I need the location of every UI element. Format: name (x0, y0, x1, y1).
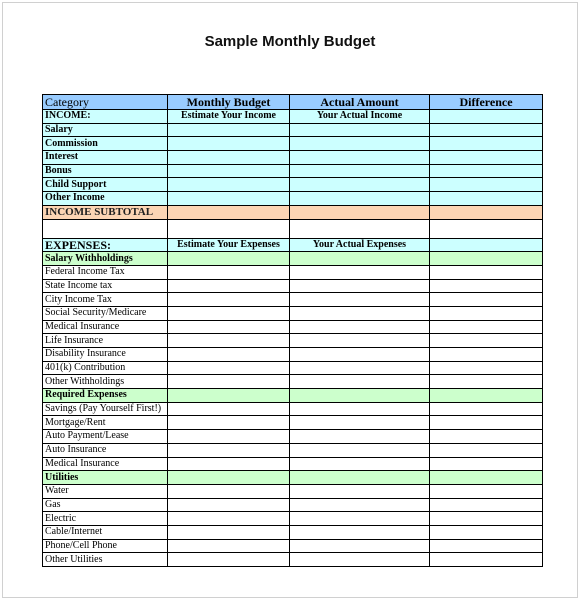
difference-cell[interactable] (430, 443, 543, 457)
actual-cell[interactable] (290, 361, 430, 375)
spacer-cell (168, 219, 290, 238)
row-label: Social Security/Medicare (43, 306, 168, 320)
budget-cell[interactable] (168, 265, 290, 279)
row-label: 401(k) Contribution (43, 361, 168, 375)
row-label: Phone/Cell Phone (43, 539, 168, 553)
difference-cell[interactable] (430, 123, 543, 137)
budget-cell[interactable] (168, 334, 290, 348)
row-label: Federal Income Tax (43, 265, 168, 279)
budget-cell[interactable] (168, 164, 290, 178)
table-row (43, 457, 543, 471)
document-page (2, 2, 578, 598)
row-label: State Income tax (43, 279, 168, 293)
difference-cell[interactable] (430, 178, 543, 192)
budget-cell[interactable] (168, 192, 290, 206)
budget-cell[interactable] (168, 498, 290, 512)
actual-cell[interactable] (290, 334, 430, 348)
expenses-label: EXPENSES: (43, 238, 168, 252)
table-row (43, 430, 543, 444)
budget-cell[interactable] (168, 457, 290, 471)
difference-cell[interactable] (430, 498, 543, 512)
budget-cell[interactable] (168, 416, 290, 430)
table-row (43, 525, 543, 539)
income-subtotal-label: INCOME SUBTOTAL (43, 205, 168, 219)
budget-cell[interactable] (168, 443, 290, 457)
row-label: Child Support (43, 178, 168, 192)
difference-cell[interactable] (430, 539, 543, 553)
row-label: Other Income (43, 192, 168, 206)
difference-cell[interactable] (430, 137, 543, 151)
table-row (43, 151, 543, 165)
spacer-cell (43, 219, 168, 238)
budget-cell[interactable] (168, 525, 290, 539)
difference-cell[interactable] (430, 164, 543, 178)
difference-cell[interactable] (430, 265, 543, 279)
row-label: Auto Insurance (43, 443, 168, 457)
expenses-header-row (43, 238, 543, 252)
table-row (43, 498, 543, 512)
budget-cell[interactable] (168, 279, 290, 293)
utilities-label: Utilities (43, 471, 168, 485)
budget-cell[interactable] (168, 430, 290, 444)
table-row (43, 192, 543, 206)
table-row (43, 265, 543, 279)
budget-cell[interactable] (168, 375, 290, 389)
table-row (43, 402, 543, 416)
actual-cell[interactable] (290, 539, 430, 553)
actual-cell[interactable] (290, 402, 430, 416)
actual-cell[interactable] (290, 151, 430, 165)
table-row (43, 416, 543, 430)
actual-cell[interactable] (290, 512, 430, 526)
actual-cell[interactable] (290, 320, 430, 334)
actual-cell[interactable] (290, 389, 430, 403)
income-actual-header: Your Actual Income (290, 110, 430, 124)
row-label: Cable/Internet (43, 525, 168, 539)
row-label: Electric (43, 512, 168, 526)
difference-cell[interactable] (430, 306, 543, 320)
actual-cell[interactable] (290, 279, 430, 293)
budget-table (42, 94, 543, 567)
budget-cell[interactable] (168, 512, 290, 526)
difference-cell[interactable] (430, 484, 543, 498)
actual-cell[interactable] (290, 252, 430, 266)
actual-cell[interactable] (290, 348, 430, 362)
budget-cell[interactable] (168, 402, 290, 416)
expenses-difference-cell[interactable] (430, 238, 543, 252)
table-row (43, 443, 543, 457)
income-label: INCOME: (43, 110, 168, 124)
row-label: Mortgage/Rent (43, 416, 168, 430)
budget-cell[interactable] (168, 252, 290, 266)
budget-cell[interactable] (168, 306, 290, 320)
difference-header: Difference (430, 95, 543, 110)
row-label: Other Utilities (43, 553, 168, 567)
actual-cell[interactable] (290, 525, 430, 539)
actual-cell[interactable] (290, 443, 430, 457)
difference-cell[interactable] (430, 402, 543, 416)
difference-cell[interactable] (430, 279, 543, 293)
table-row (43, 293, 543, 307)
header-row (43, 95, 543, 110)
row-label: Interest (43, 151, 168, 165)
subtotal-budget-cell[interactable] (168, 205, 290, 219)
actual-cell[interactable] (290, 192, 430, 206)
budget-cell[interactable] (168, 151, 290, 165)
budget-cell[interactable] (168, 348, 290, 362)
budget-cell[interactable] (168, 539, 290, 553)
difference-cell[interactable] (430, 375, 543, 389)
row-label: Salary (43, 123, 168, 137)
budget-cell[interactable] (168, 361, 290, 375)
category-header: Category (43, 95, 168, 110)
actual-cell[interactable] (290, 375, 430, 389)
actual-cell[interactable] (290, 457, 430, 471)
actual-cell[interactable] (290, 498, 430, 512)
row-label: Life Insurance (43, 334, 168, 348)
salary-withholdings-label: Salary Withholdings (43, 252, 168, 266)
budget-cell[interactable] (168, 293, 290, 307)
section-header-row (43, 252, 543, 266)
actual-cell[interactable] (290, 178, 430, 192)
table-row (43, 348, 543, 362)
actual-cell[interactable] (290, 123, 430, 137)
budget-cell[interactable] (168, 471, 290, 485)
difference-cell[interactable] (430, 151, 543, 165)
expenses-estimate-header: Estimate Your Expenses (168, 238, 290, 252)
difference-cell[interactable] (430, 293, 543, 307)
actual-cell[interactable] (290, 137, 430, 151)
row-label: Medical Insurance (43, 320, 168, 334)
monthly-budget-header: Monthly Budget (168, 95, 290, 110)
table-row (43, 361, 543, 375)
budget-cell[interactable] (168, 137, 290, 151)
actual-cell[interactable] (290, 553, 430, 567)
row-label: Auto Payment/Lease (43, 430, 168, 444)
table-row (43, 279, 543, 293)
difference-cell[interactable] (430, 252, 543, 266)
actual-cell[interactable] (290, 164, 430, 178)
income-estimate-header: Estimate Your Income (168, 110, 290, 124)
actual-cell[interactable] (290, 306, 430, 320)
row-label: Bonus (43, 164, 168, 178)
row-label: Medical Insurance (43, 457, 168, 471)
budget-cell[interactable] (168, 553, 290, 567)
actual-cell[interactable] (290, 416, 430, 430)
difference-cell[interactable] (430, 416, 543, 430)
budget-cell[interactable] (168, 178, 290, 192)
difference-cell[interactable] (430, 457, 543, 471)
difference-cell[interactable] (430, 348, 543, 362)
row-label: Savings (Pay Yourself First!) (43, 402, 168, 416)
budget-cell[interactable] (168, 389, 290, 403)
income-header-row (43, 110, 543, 124)
table-row (43, 375, 543, 389)
table-row (43, 484, 543, 498)
table-row (43, 164, 543, 178)
spacer-cell (290, 219, 430, 238)
difference-cell[interactable] (430, 471, 543, 485)
row-label: City Income Tax (43, 293, 168, 307)
actual-cell[interactable] (290, 471, 430, 485)
subtotal-actual-cell[interactable] (290, 205, 430, 219)
actual-cell[interactable] (290, 265, 430, 279)
difference-cell[interactable] (430, 334, 543, 348)
row-label: Disability Insurance (43, 348, 168, 362)
budget-cell[interactable] (168, 123, 290, 137)
difference-cell[interactable] (430, 512, 543, 526)
required-expenses-label: Required Expenses (43, 389, 168, 403)
table-row (43, 320, 543, 334)
row-label: Commission (43, 137, 168, 151)
budget-cell[interactable] (168, 320, 290, 334)
income-difference-cell[interactable] (430, 110, 543, 124)
table-row (43, 306, 543, 320)
table-row (43, 553, 543, 567)
table-row (43, 539, 543, 553)
difference-cell[interactable] (430, 525, 543, 539)
difference-cell[interactable] (430, 192, 543, 206)
row-label: Other Withholdings (43, 375, 168, 389)
actual-cell[interactable] (290, 430, 430, 444)
section-header-row (43, 389, 543, 403)
table-row (43, 123, 543, 137)
page-title: Sample Monthly Budget (204, 33, 376, 50)
actual-amount-header: Actual Amount (290, 95, 430, 110)
actual-cell[interactable] (290, 484, 430, 498)
spacer-row (43, 219, 543, 238)
income-subtotal-row (43, 205, 543, 219)
table-row (43, 334, 543, 348)
table-row (43, 512, 543, 526)
difference-cell[interactable] (430, 320, 543, 334)
spacer-cell (430, 219, 543, 238)
budget-cell[interactable] (168, 484, 290, 498)
difference-cell[interactable] (430, 389, 543, 403)
expenses-actual-header: Your Actual Expenses (290, 238, 430, 252)
section-header-row (43, 471, 543, 485)
row-label: Water (43, 484, 168, 498)
table-row (43, 178, 543, 192)
difference-cell[interactable] (430, 361, 543, 375)
row-label: Gas (43, 498, 168, 512)
subtotal-difference-cell[interactable] (430, 205, 543, 219)
difference-cell[interactable] (430, 553, 543, 567)
table-row (43, 137, 543, 151)
difference-cell[interactable] (430, 430, 543, 444)
actual-cell[interactable] (290, 293, 430, 307)
